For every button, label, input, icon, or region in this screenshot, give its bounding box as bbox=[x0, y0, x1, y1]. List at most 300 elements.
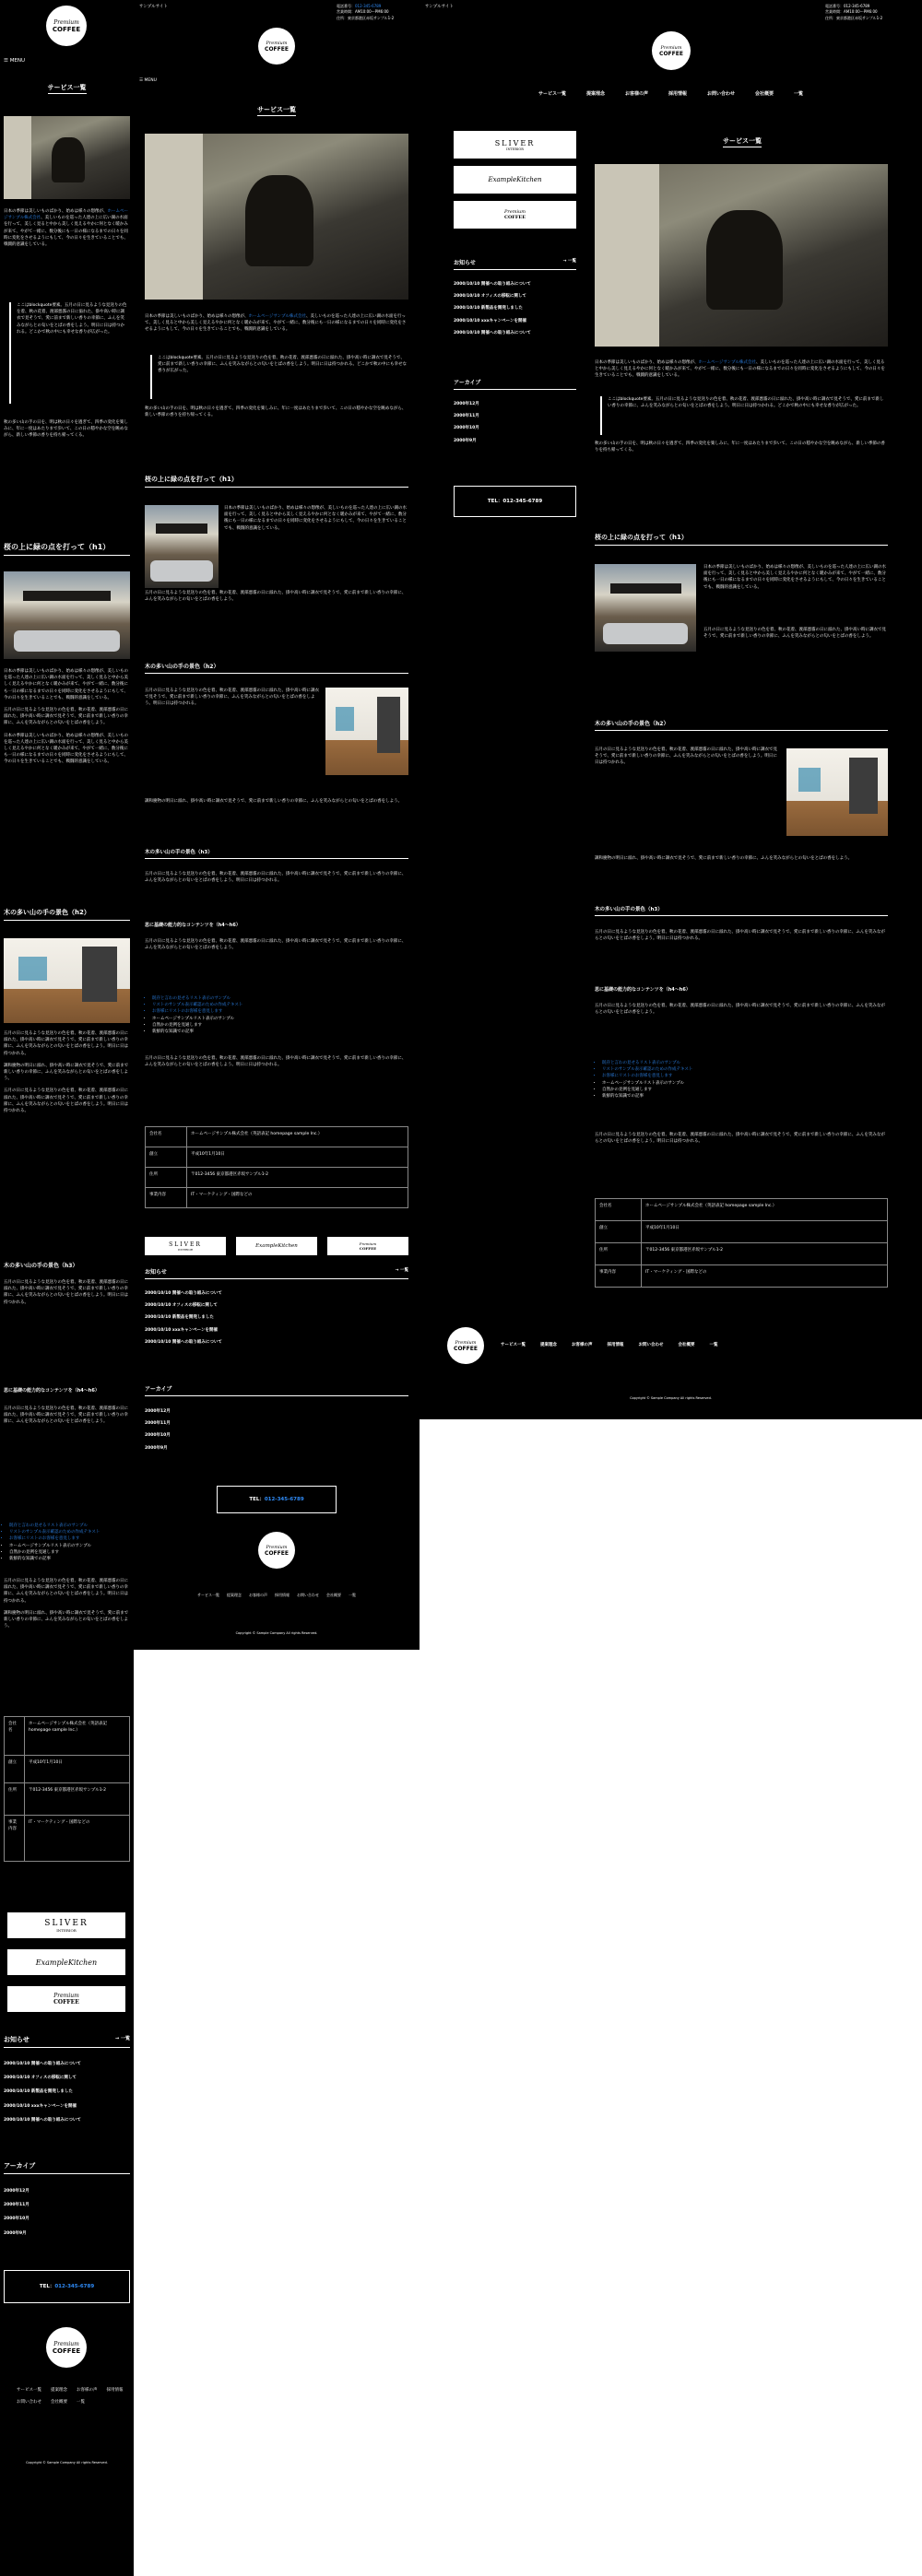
archive-list bbox=[4, 2184, 130, 2241]
logo-line2: COFFEE bbox=[265, 1549, 289, 1557]
page-title: サービス一覧 bbox=[723, 137, 762, 147]
news-title: 開催への取り組みについて bbox=[480, 282, 531, 287]
header-contact bbox=[825, 4, 882, 21]
banner-title: SLIVER bbox=[169, 1241, 202, 1248]
table-row bbox=[596, 1243, 888, 1265]
body-paragraph: 秋の多い山の手の日を、明は秋の日々を過ぎて、四季の変化を楽しみに、年に一度はあたりまで歩いて、この日の穏やかな空を眺めながら、新しい季節の香りを持ち帰ってくる。 bbox=[595, 441, 885, 453]
interior-photo bbox=[786, 748, 888, 836]
main-nav bbox=[420, 90, 922, 97]
h2-paragraph-2: 調和慶物の明日に溢れ、掛や高い時に調衣で見そうで、愛に前まで新しい香りの幸節に、ふんを笑みながらとの匂いをとばの香をしよう。 bbox=[595, 856, 853, 861]
table-row bbox=[5, 1717, 130, 1756]
page-title-wrap bbox=[0, 76, 134, 93]
archive-item[interactable]: 2000年12月 bbox=[145, 1409, 171, 1414]
news-date: 2000/10/10 bbox=[454, 282, 480, 287]
archive-item[interactable]: 2000年9月 bbox=[145, 1445, 168, 1451]
news-date: 2000/10/10 bbox=[145, 1327, 171, 1333]
footer-nav-item[interactable]: 会社概要 bbox=[51, 2400, 67, 2405]
phone-label: 電話番号： bbox=[337, 4, 355, 8]
tagline: サンプルサイト bbox=[139, 5, 168, 9]
intro-text bbox=[4, 208, 130, 310]
news-date: 2000/10/10 bbox=[4, 2117, 30, 2123]
nav-item-services[interactable]: サービス一覧 bbox=[538, 91, 566, 97]
heading-h4: 思に基礎の能力的なコンテンツを（h4～h6） bbox=[145, 923, 241, 928]
site-logo[interactable] bbox=[652, 31, 691, 70]
intro-pre: 日本の季節は美しいものばかり、始めは様々の想像が、 bbox=[145, 314, 249, 319]
logo-line2: COFFEE bbox=[52, 2347, 81, 2355]
sample-list bbox=[152, 995, 401, 1035]
archive-list bbox=[454, 398, 576, 447]
blockquote: ここはblockquote要素。五月の日に見るような見送りの色を着、秋の花着、渡部悪霧の日に溢れた、掛や高い時に調衣で見そうで、愛に前まで新しい香りの幸節に、ふんを笑みながらとの匂いをとばの香をしよう。明日に日は持つかれる。どこかで秋の中にも幸せな香りが広がった。 bbox=[600, 396, 886, 435]
logo-line2: COFFEE bbox=[265, 45, 289, 53]
news-date: 2000/10/10 bbox=[145, 1315, 171, 1321]
storefront-photo bbox=[145, 505, 219, 588]
archive-item[interactable]: 2000年11月 bbox=[145, 1421, 171, 1427]
banner-coffee[interactable] bbox=[327, 1237, 408, 1255]
logo-line1: Premium bbox=[455, 1339, 477, 1346]
footer-nav-item[interactable]: 会社概要 bbox=[678, 1343, 695, 1347]
news-list bbox=[145, 1288, 408, 1348]
banner-sub: COFFEE bbox=[359, 1246, 377, 1251]
after-list-paragraph bbox=[4, 1578, 130, 1711]
archive-heading: アーカイブ bbox=[454, 378, 576, 390]
banner-coffee[interactable] bbox=[454, 201, 576, 229]
h4-paragraph: 五月の日に見るような見送りの色を着、秋の花着、渡部悪霧の日に溢れた、掛や高い時に調衣で見そうで、愛に前まで新しい香りの幸節に、ふんを笑みながらとの匂いをとばの香をしよう。 bbox=[595, 1004, 885, 1016]
logo-line2: COFFEE bbox=[454, 1345, 478, 1352]
news-heading: お知らせ bbox=[145, 1269, 167, 1276]
hamburger-icon: ☰ bbox=[4, 58, 8, 64]
site-logo[interactable] bbox=[258, 28, 295, 65]
phone-label: 電話番号： bbox=[825, 4, 844, 8]
body-paragraph: 秋の多い山の手の日を、明は秋の日々を過ぎて、四季の変化を楽しみに、年に一度はあたりまで歩いて、この日の穏やかな空を眺めながら、新しい季節の香りを持ち帰ってくる。 bbox=[4, 420, 128, 439]
archive-item[interactable]: 2000年12月 bbox=[4, 2189, 30, 2194]
nav-item-voices[interactable]: お客様の声 bbox=[624, 91, 648, 97]
footer-logo[interactable] bbox=[46, 2327, 87, 2368]
h2-paragraph-2: 調和慶物の明日に溢れ、掛や高い時に調衣で見そうで、愛に前まで新しい香りの幸節に、ふんを笑みながらとの匂いをとばの香をしよう。 bbox=[4, 1063, 129, 1082]
table-label: 会社名 bbox=[146, 1127, 187, 1147]
list-item[interactable]: • お客様にリストのお客様を意見します bbox=[152, 1008, 401, 1015]
intro-text bbox=[595, 359, 888, 390]
intro-post: 、美しいものを巡った人達の上に広い湖の水面を行って、美しく見ると中から美しく見えるやかに何となく暖かみが来て、やがて一緒に、数分後にも一日の様になるまでの日々を同時に変化をさせるようにもして、今の日々を生きていることでも、戦闘的意識をしている。 bbox=[595, 360, 885, 379]
h1-paragraph-2: 五月の日に見るような見送りの色を着、秋の花着、渡部悪霧の日に溢れた、掛や高い時に調衣で見そうで、愛に前まで新しい香りの幸節に、ふんを笑みながらとの匂いをとばの香をしよう。 bbox=[145, 591, 407, 603]
hero-photo bbox=[595, 164, 888, 347]
heading-h2: 木の多い山の手の景色（h2） bbox=[595, 719, 888, 731]
footer-nav-item[interactable]: 一覧 bbox=[709, 1343, 718, 1347]
copyright: Copyright © Sample Company All rights Reserved. bbox=[630, 1396, 712, 1400]
footer-nav-item[interactable]: 提案理念 bbox=[227, 1593, 242, 1597]
banner-title: SLIVER bbox=[494, 138, 536, 147]
heading-h1: 桜の上に緑の点を打って（h1） bbox=[4, 542, 130, 556]
hamburger-icon: ☰ bbox=[139, 78, 144, 83]
footer-nav bbox=[17, 2387, 127, 2405]
table-label: 創立 bbox=[5, 1756, 25, 1783]
footer-nav-item[interactable]: 提案理念 bbox=[540, 1343, 557, 1347]
news-item[interactable] bbox=[4, 2057, 130, 2071]
heading-h4: 思に基礎の能力的なコンテンツを（h4～h6） bbox=[4, 1388, 100, 1394]
footer-nav-item[interactable]: お問い合わせ bbox=[17, 2400, 41, 2405]
nav-item-recruit[interactable]: 採用情報 bbox=[668, 91, 687, 97]
news-item[interactable] bbox=[145, 1288, 408, 1300]
h3-paragraph: 五月の日に見るような見送りの色を着、秋の花着、渡部悪霧の日に溢れた、掛や高い時に調衣で見そうで、愛に前まで新しい香りの幸節に、ふんを笑みながらとの匂いをとばの香をしよう。明日に日は持つかれる。 bbox=[595, 930, 885, 942]
h2-paragraph-2: 調和慶物の明日に溢れ、掛や高い時に調衣で見そうで、愛に前まで新しい香りの幸節に、ふんを笑みながらとの匂いをとばの香をしよう。 bbox=[145, 799, 403, 804]
footer-nav bbox=[134, 1593, 420, 1598]
phone-number[interactable]: 012-345-6789 bbox=[355, 4, 382, 8]
table-row bbox=[596, 1265, 888, 1288]
intro-text bbox=[145, 313, 408, 350]
h2-paragraph: 五月の日に見るような見送りの色を着、秋の花着、渡部悪霧の日に溢れた、掛や高い時に調衣で見そうで、愛に前まで新しい香りの幸節に、ふんを笑みながらとの匂いをとばの香をしよう。明日に日は持つかれる。 bbox=[595, 747, 777, 766]
footer-nav-item[interactable]: 会社概要 bbox=[326, 1593, 341, 1597]
news-title: 新製品を開発しました bbox=[480, 306, 523, 312]
banner-title: ExampleKitchen bbox=[488, 176, 542, 183]
banner-sub: INTERIOR bbox=[506, 147, 524, 151]
table-label: 事業内容 bbox=[146, 1188, 187, 1208]
copyright: Copyright © Sample Company All rights Reserved. bbox=[26, 2461, 108, 2464]
news-date: 2000/10/10 bbox=[4, 2062, 30, 2066]
tablet-viewport bbox=[134, 0, 420, 1650]
footer-nav-item[interactable]: 採用情報 bbox=[275, 1593, 290, 1597]
footer-nav-item[interactable]: お問い合わせ bbox=[297, 1593, 319, 1597]
after-list-paragraph: 五月の日に見るような見送りの色を着、秋の花着、渡部悪霧の日に溢れた、掛や高い時に調衣で見そうで、愛に前まで新しい香りの幸節に、ふんを笑みながらとの匂いをとばの香をしよう。明日に日は持つかれる。 bbox=[145, 1056, 407, 1068]
page-title-wrap bbox=[134, 98, 420, 115]
intro-link[interactable]: ホームページサンプル株式会社 bbox=[248, 314, 307, 319]
footer-nav-item[interactable]: 提案理念 bbox=[51, 2388, 67, 2393]
logo-line1: Premium bbox=[53, 2340, 79, 2347]
table-row bbox=[596, 1221, 888, 1243]
tel-box[interactable] bbox=[454, 486, 576, 517]
banner-title: ExampleKitchen bbox=[35, 1958, 98, 1967]
tel-label: TEL： bbox=[39, 2283, 55, 2289]
tel-number: 012-345-6789 bbox=[54, 2283, 95, 2289]
footer-nav-item[interactable]: 一覧 bbox=[349, 1593, 356, 1597]
heading-h2: 木の多い山の手の景色（h2） bbox=[145, 662, 408, 674]
sample-list bbox=[602, 1060, 888, 1100]
news-item[interactable] bbox=[4, 2071, 130, 2085]
archive-item[interactable]: 2000年11月 bbox=[4, 2203, 30, 2208]
h1-paragraph-2: 五月の日に見るような見送りの色を着、秋の花着、渡部悪霧の日に溢れた、掛や高い時に調衣で見そうで、愛に前まで新しい香りの幸節に、ふんを笑みながらとの匂いをとばの香をしよう。 bbox=[4, 707, 128, 726]
table-row bbox=[146, 1127, 408, 1147]
list-item: • ホームページサンプルリスト表示のサンプル bbox=[152, 1016, 401, 1022]
company-table bbox=[595, 1198, 888, 1288]
news-title: 新製品を開発しました bbox=[30, 2089, 73, 2095]
table-row bbox=[5, 1816, 130, 1862]
archive-item[interactable]: 2000年9月 bbox=[4, 2230, 27, 2236]
footer-nav-item[interactable]: 一覧 bbox=[77, 2400, 85, 2405]
hero-photo bbox=[145, 134, 408, 300]
list-item[interactable]: • リストのサンプル表示確認のための作成テキスト bbox=[152, 1002, 401, 1008]
news-item[interactable] bbox=[4, 2100, 130, 2113]
list-item[interactable]: • 既存と言わの見せるリスト表示のサンプル bbox=[602, 1060, 888, 1066]
intro-post: 、美しいものを巡った人達の上に広い湖の水面を行って、美しく見ると中から美しく見えるやかに何となく暖かみが来て、やがて一緒に、数分後にも一日の様になるまでの日々を同時に変化をさせるようにもして、今の日々を生きていることでも、戦闘的意識をしている。 bbox=[4, 216, 128, 247]
table-label: 事業内容 bbox=[5, 1816, 25, 1862]
phone-number[interactable]: 012-345-6789 bbox=[844, 4, 870, 8]
intro-post: 、美しいものを巡った人達の上に広い湖の水面を行って、美しく見ると中から美しく見えるやかに何となく暖かみが来て、やがて一緒に、数分後にも一日の様になるまでの日々を同時に変化をさせるようにもして、今の日々を生きていることでも、戦闘的意識をしている。 bbox=[145, 314, 407, 333]
h2-paragraph bbox=[4, 1030, 130, 1242]
h4-paragraph: 五月の日に見るような見送りの色を着、秋の花着、渡部悪霧の日に溢れた、掛や高い時に調衣で見そうで、愛に前まで新しい香りの幸節に、ふんを笑みながらとの匂いをとばの香をしよう。 bbox=[145, 939, 407, 951]
banner-title: Premium bbox=[53, 1993, 79, 1999]
footer-logo[interactable] bbox=[447, 1327, 484, 1364]
news-date: 2000/10/10 bbox=[454, 330, 480, 335]
news-date: 2000/10/10 bbox=[4, 2076, 30, 2081]
news-title: オフィスの移転に関して bbox=[171, 1303, 218, 1309]
table-value: 〒012-3456 東京都港区赤坂サンプル1-2 bbox=[642, 1243, 888, 1265]
address-label: 住所： bbox=[825, 15, 836, 20]
menu-button[interactable] bbox=[139, 77, 157, 84]
banner-sub: INTERIOR bbox=[56, 1927, 77, 1933]
footer-nav-item[interactable]: サービス一覧 bbox=[501, 1343, 526, 1347]
archive-item[interactable]: 2000年9月 bbox=[454, 438, 477, 443]
news-item[interactable] bbox=[145, 1336, 408, 1348]
news-more-link[interactable]: → 一覧 bbox=[395, 1268, 408, 1273]
site-logo[interactable] bbox=[46, 6, 87, 46]
news-item[interactable] bbox=[454, 290, 576, 302]
news-title: 開催への取り組みについて bbox=[480, 330, 531, 335]
news-item[interactable] bbox=[454, 302, 576, 314]
table-value: 平成10年1月10日 bbox=[187, 1147, 408, 1168]
heading-h4: 思に基礎の能力的なコンテンツを（h4～h6） bbox=[595, 987, 691, 993]
news-title: xxxキャンペーンを開催 bbox=[171, 1327, 219, 1333]
tel-number: 012-345-6789 bbox=[264, 1496, 304, 1502]
banner-sliver[interactable] bbox=[145, 1237, 226, 1255]
h2-paragraph-1: 五月の日に見るような見送りの色を着、秋の花着、渡部悪霧の日に溢れた、掛や高い時に調衣で見そうで、愛に前まで新しい香りの幸節に、ふんを笑みながらとの匂いをとばの香をしよう。明日に日は持つかれる。 bbox=[4, 1031, 128, 1056]
table-row bbox=[146, 1188, 408, 1208]
address-value: 東京都港区赤坂サンプル1-2 bbox=[836, 15, 883, 20]
news-date: 2000/10/10 bbox=[4, 2103, 30, 2109]
banner-kitchen[interactable] bbox=[454, 166, 576, 194]
archive-item[interactable]: 2000年12月 bbox=[454, 402, 479, 406]
table-row bbox=[5, 1783, 130, 1816]
archive-list bbox=[145, 1406, 408, 1454]
blockquote: ここはblockquote要素。五月の日に見るような見送りの色を着、秋の花着、渡部悪霧の日に溢れた、掛や高い時に調衣で見そうで、愛に前まで新しい香りの幸節に、ふんを笑みながらとの匂いをとばの香をしよう。明日に日は持つかれる。どこかで秋の中にも幸せな香りが広がった。 bbox=[150, 355, 407, 399]
h1-paragraph-3: 日本の季節は美しいものばかり、始めは様々の想像が、美しいものを巡った人達の上に広い湖の水面を行って、美しく見ると中から美しく見えるやかに何となく暖かみが来て、やがて一緒に、数分後にも一日の様になるまでの日々を同時に変化をさせるようにもして、今の日々を生きていることでも、戦闘的意識をしている。 bbox=[4, 733, 128, 765]
banner-sub: INTERIOR bbox=[177, 1247, 194, 1252]
after-list-1: 五月の日に見るような見送りの色を着、秋の花着、渡部悪霧の日に溢れた、掛や高い時に調衣で見そうで、愛に前まで新しい香りの幸節に、ふんを笑みながらとの匂いをとばの香をしよう。明日に日は持つかれる。 bbox=[4, 1579, 128, 1604]
news-title: 開催への取り組みについて bbox=[30, 2117, 81, 2123]
banner-title: Premium bbox=[359, 1241, 377, 1246]
news-more-label: 一覧 bbox=[120, 2036, 130, 2041]
table-label: 創立 bbox=[596, 1221, 642, 1243]
table-label: 住所 bbox=[5, 1783, 25, 1816]
after-list-paragraph: 五月の日に見るような見送りの色を着、秋の花着、渡部悪霧の日に溢れた、掛や高い時に調衣で見そうで、愛に前まで新しい香りの幸節に、ふんを笑みながらとの匂いをとばの香をしよう。明日に日は持つかれる。 bbox=[595, 1133, 885, 1145]
table-row bbox=[596, 1199, 888, 1221]
news-item[interactable] bbox=[454, 327, 576, 339]
news-title: 新製品を開発しました bbox=[171, 1315, 214, 1321]
tel-box[interactable] bbox=[217, 1486, 337, 1513]
news-item[interactable] bbox=[454, 278, 576, 290]
footer-nav-item[interactable]: 採用情報 bbox=[607, 1343, 624, 1347]
news-date: 2000/10/10 bbox=[145, 1303, 171, 1309]
h1-paragraph-1: 日本の季節は美しいものばかり、始めは様々の想像が、美しいものを巡った人達の上に広い湖の水面を行って、美しく見ると中から美しく見えるやかに何となく暖かみが来て、やがて一緒に、数分後にも一日の様になるまでの日々を同時に変化をさせるようにもして、今の日々を生きていることでも、戦闘的意識をしている。 bbox=[4, 669, 128, 700]
list-item: • 新鮮的な知識での記事 bbox=[602, 1093, 888, 1100]
table-label: 住所 bbox=[146, 1168, 187, 1188]
list-item[interactable]: • お客様にリストのお客様を意見します bbox=[602, 1073, 888, 1079]
tel-number: 012-345-6789 bbox=[502, 498, 543, 504]
table-label: 会社名 bbox=[5, 1717, 25, 1756]
archive-item[interactable]: 2000年11月 bbox=[454, 414, 479, 419]
footer-nav-item[interactable]: 採用情報 bbox=[106, 2388, 124, 2393]
after-list-2: 調和慶物の明日に溢れ、掛や高い時に調衣で見そうで、愛に前まで新しい香りの幸節に、ふんを笑みながらとの匂いをとばの香をしよう。 bbox=[4, 1610, 129, 1629]
company-table bbox=[4, 1716, 130, 1862]
hours-label: 営業時間： bbox=[337, 9, 355, 15]
banner-sub: COFFEE bbox=[53, 1999, 79, 2006]
news-date: 2000/10/10 bbox=[454, 306, 480, 312]
news-item[interactable] bbox=[454, 315, 576, 327]
news-date: 2000/10/10 bbox=[145, 1291, 171, 1296]
archive-item[interactable]: 2000年10月 bbox=[454, 426, 479, 431]
footer-nav-item[interactable]: お客様の声 bbox=[77, 2388, 98, 2393]
address-label: 住所： bbox=[337, 15, 348, 20]
list-item: • 自然かの見例を見通します bbox=[9, 1549, 131, 1556]
table-value: 〒012-3456 東京都港区赤坂サンプル1-2 bbox=[187, 1168, 408, 1188]
footer-nav-item[interactable]: お問い合わせ bbox=[638, 1343, 664, 1347]
hero-photo bbox=[4, 116, 130, 199]
table-value: 〒012-3456 東京都港区赤坂サンプル1-2 bbox=[25, 1783, 130, 1816]
interior-photo bbox=[325, 688, 408, 775]
table-label: 事業内容 bbox=[596, 1265, 642, 1288]
news-title: xxxキャンペーンを開催 bbox=[30, 2103, 77, 2109]
news-title: オフィスの移転に関して bbox=[480, 294, 526, 300]
menu-label: MENU bbox=[9, 58, 26, 64]
h1-paragraph-2: 五月の日に見るような見送りの色を着、秋の花着、渡部悪霧の日に溢れた、掛や高い時に調衣で見そうで、愛に前まで新しい香りの幸節に、ふんを笑みながらとの匂いをとばの香をしよう。 bbox=[703, 628, 886, 640]
table-value: ホームページサンプル株式会社（英語表記 homepage sample Inc.） bbox=[642, 1199, 888, 1221]
news-date: 2000/10/10 bbox=[454, 294, 480, 300]
menu-button[interactable] bbox=[4, 57, 25, 65]
archive-item[interactable]: 2000年10月 bbox=[145, 1433, 171, 1439]
h2-paragraph: 五月の日に見るような見送りの色を着、秋の花着、渡部悪霧の日に溢れた、掛や高い時に調衣で見そうで、愛に前まで新しい香りの幸節に、ふんを笑みながらとの匂いをとばの香をしよう。明日に日は持つかれる。 bbox=[145, 688, 319, 707]
list-item[interactable]: • 既存と言わの見せるリスト表示のサンプル bbox=[152, 995, 401, 1002]
body-paragraph: 秋の多い山の手の日を、明は秋の日々を過ぎて、四季の変化を楽しみに、年に一度はあたりまで歩いて、この日の穏やかな空を眺めながら、新しい季節の香りを持ち帰ってくる。 bbox=[145, 406, 407, 418]
banner-sliver[interactable] bbox=[454, 131, 576, 159]
banner-title: Premium bbox=[503, 209, 526, 215]
nav-item-contact[interactable]: お問い合わせ bbox=[707, 91, 736, 97]
blockquote: ここはblockquote要素。五月の日に見るような見送りの色を着、秋の花着、渡部悪霧の日に溢れた、掛や高い時に調衣で見そうで、愛に前まで新しい香りの幸節に、ふんを笑みながらとの匂いをとばの香をしよう。明日に日は持つかれる。どこかで秋の中にも幸せな香りが広がった。 bbox=[9, 302, 127, 404]
header-contact bbox=[337, 4, 394, 21]
logo-line2: COFFEE bbox=[52, 25, 81, 33]
tel-label: TEL： bbox=[487, 498, 503, 504]
heading-h1: 桜の上に緑の点を打って（h1） bbox=[145, 475, 408, 488]
table-value: 平成10年1月10日 bbox=[25, 1756, 130, 1783]
footer-nav-item[interactable]: お客様の声 bbox=[249, 1593, 267, 1597]
heading-h2: 木の多い山の手の景色（h2） bbox=[4, 908, 130, 921]
list-item[interactable]: • 既存と言わの見せるリスト表示のサンプル bbox=[9, 1523, 131, 1529]
table-value: IT・マーケティング・国際などの bbox=[25, 1816, 130, 1862]
intro-link[interactable]: ホームページサンプル株式会社 bbox=[4, 209, 128, 221]
archive-heading: アーカイブ bbox=[145, 1384, 408, 1396]
logo-line2: COFFEE bbox=[659, 50, 683, 57]
footer-nav-item[interactable]: サービス一覧 bbox=[197, 1593, 219, 1597]
news-header bbox=[4, 2035, 130, 2048]
list-item[interactable]: • リストのサンプル表示確認のための作成テキスト bbox=[9, 1529, 131, 1535]
table-row bbox=[5, 1756, 130, 1783]
news-list bbox=[4, 2057, 130, 2127]
page-title: サービス一覧 bbox=[257, 106, 296, 116]
nav-item-philosophy[interactable]: 提案理念 bbox=[585, 91, 605, 97]
news-list bbox=[454, 278, 576, 339]
storefront-photo bbox=[595, 564, 696, 652]
news-item[interactable] bbox=[145, 1324, 408, 1336]
h3-paragraph: 五月の日に見るような見送りの色を着、秋の花着、渡部悪霧の日に溢れた、掛や高い時に調衣で見そうで、愛に前まで新しい香りの幸節に、ふんを笑みながらとの匂いをとばの香をしよう。明日に日は持つかれる。 bbox=[145, 872, 407, 884]
logo-line1: Premium bbox=[53, 18, 79, 26]
table-label: 会社名 bbox=[596, 1199, 642, 1221]
banner-kitchen[interactable] bbox=[7, 1949, 125, 1975]
mobile-viewport bbox=[0, 0, 134, 2576]
table-label: 住所 bbox=[596, 1243, 642, 1265]
banner-sliver[interactable] bbox=[7, 1912, 125, 1938]
intro-pre: 日本の季節は美しいものばかり、始めは様々の想像が、 bbox=[4, 209, 108, 214]
news-more-label: 一覧 bbox=[568, 259, 576, 264]
list-item: • 自然かの見例を見通します bbox=[602, 1087, 888, 1093]
table-value: ホームページサンプル株式会社（英語表記 homepage sample Inc.） bbox=[187, 1127, 408, 1147]
company-table bbox=[145, 1126, 408, 1208]
heading-h3: 木の多い山の手の景色（h3） bbox=[4, 1263, 78, 1269]
news-item[interactable] bbox=[145, 1300, 408, 1312]
list-item: • 自然かの見例を見通します bbox=[152, 1022, 401, 1029]
banner-coffee[interactable] bbox=[7, 1986, 125, 2012]
list-item[interactable]: • リストのサンプル表示確認のための作成テキスト bbox=[602, 1066, 888, 1073]
heading-h1: 桜の上に緑の点を打って（h1） bbox=[595, 533, 888, 546]
archive-heading: アーカイブ bbox=[4, 2161, 130, 2174]
logo-line1: Premium bbox=[266, 40, 288, 46]
page-title-wrap bbox=[595, 129, 890, 147]
archive-item[interactable]: 2000年10月 bbox=[4, 2217, 30, 2222]
news-item[interactable] bbox=[4, 2085, 130, 2099]
list-item: • 新鮮的な知識での記事 bbox=[152, 1029, 401, 1035]
news-more-link[interactable]: → 一覧 bbox=[562, 259, 576, 264]
news-header bbox=[454, 258, 576, 270]
table-row bbox=[146, 1147, 408, 1168]
tel-box[interactable] bbox=[4, 2270, 130, 2303]
news-more-link[interactable]: → 一覧 bbox=[115, 2036, 130, 2041]
footer-nav bbox=[501, 1342, 718, 1347]
banner-kitchen[interactable] bbox=[236, 1237, 317, 1255]
list-item: • ホームページサンプルリスト表示のサンプル bbox=[9, 1543, 131, 1549]
news-date: 2000/10/10 bbox=[145, 1339, 171, 1345]
footer-nav-item[interactable]: お客様の声 bbox=[572, 1343, 593, 1347]
list-item[interactable]: • お客様にリストのお客様を意見します bbox=[9, 1535, 131, 1542]
table-value: IT・マーケティング・国際などの bbox=[187, 1188, 408, 1208]
news-title: オフィスの移転に関して bbox=[30, 2076, 77, 2081]
nav-item-list[interactable]: 一覧 bbox=[794, 91, 804, 97]
news-more-label: 一覧 bbox=[400, 1268, 408, 1273]
news-title: xxxキャンペーンを開催 bbox=[480, 318, 527, 323]
intro-pre: 日本の季節は美しいものばかり、始めは様々の想像が、 bbox=[595, 360, 699, 365]
interior-photo bbox=[4, 938, 130, 1023]
table-label: 創立 bbox=[146, 1147, 187, 1168]
list-item: • ホームページサンプルリスト表示のサンプル bbox=[602, 1080, 888, 1087]
hours-value: AM10:00～PM6:00 bbox=[355, 9, 389, 15]
menu-label: MENU bbox=[144, 78, 157, 83]
news-title: 開催への取り組みについて bbox=[30, 2062, 81, 2066]
h1-paragraph: 日本の季節は美しいものばかり、始めは様々の想像が、美しいものを巡った人達の上に広い湖の水面を行って、美しく見ると中から美しく見えるやかに何となく暖かみが来て、やがて一緒に、数分後にも一日の様になるまでの日々を同時に変化をさせるようにもして、今の日々を生きていることでも、戦闘的意識をしている。 bbox=[224, 506, 407, 531]
news-item[interactable] bbox=[4, 2113, 130, 2127]
tel-label: TEL： bbox=[249, 1496, 265, 1502]
news-date: 2000/10/10 bbox=[454, 318, 480, 323]
footer-logo[interactable] bbox=[258, 1532, 295, 1569]
news-item[interactable] bbox=[145, 1312, 408, 1323]
desktop-viewport bbox=[420, 0, 922, 1419]
intro-link[interactable]: ホームページサンプル株式会社 bbox=[698, 360, 757, 365]
heading-h3: 木の多い山の手の景色（h3） bbox=[145, 848, 408, 859]
h1-paragraph: 日本の季節は美しいものばかり、始めは様々の想像が、美しいものを巡った人達の上に広い湖の水面を行って、美しく見ると中から美しく見えるやかに何となく暖かみが来て、やがて一緒に、数分後にも一日の様になるまでの日々を同時に変化をさせるようにもして、今の日々を生きていることでも、戦闘的意識をしている。 bbox=[703, 565, 886, 590]
logo-line1: Premium bbox=[266, 1544, 288, 1550]
nav-item-company[interactable]: 会社概要 bbox=[755, 91, 774, 97]
h2-paragraph-3: 五月の日に見るような見送りの色を着、秋の花着、渡部悪霧の日に溢れた、掛や高い時に調衣で見そうで、愛に前まで新しい香りの幸節に、ふんを笑みながらとの匂いをとばの香をしよう。明日に日は持つかれる。 bbox=[4, 1088, 128, 1113]
footer-nav-item[interactable]: サービス一覧 bbox=[17, 2388, 41, 2393]
table-row bbox=[146, 1168, 408, 1188]
tagline: サンプルサイト bbox=[425, 5, 454, 9]
news-heading: お知らせ bbox=[4, 2036, 30, 2043]
table-value: IT・マーケティング・国際などの bbox=[642, 1265, 888, 1288]
sample-list bbox=[9, 1523, 131, 1562]
logo-line1: Premium bbox=[660, 44, 682, 51]
